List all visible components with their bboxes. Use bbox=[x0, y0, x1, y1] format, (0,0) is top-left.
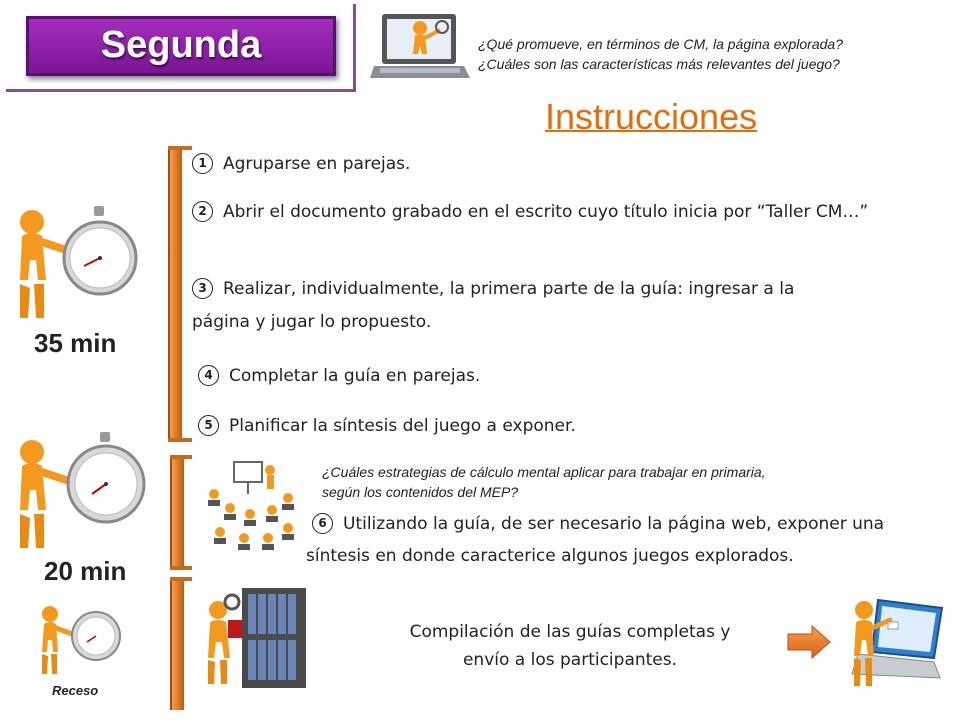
laptop-search-icon bbox=[370, 8, 470, 84]
step-1-text: Agruparse en parejas. bbox=[223, 154, 411, 174]
step-1-number: 1 bbox=[192, 153, 213, 174]
step-4 bbox=[198, 362, 480, 390]
stopwatch-figure-icon bbox=[8, 200, 138, 330]
question-top-2: ¿Cuáles son las características más relevantes del juego? bbox=[478, 56, 840, 72]
step-2 bbox=[192, 198, 868, 226]
stopwatch-figure-icon-3 bbox=[36, 600, 126, 680]
step-2-number: 2 bbox=[192, 201, 213, 222]
timeline-bar-3-cap bbox=[170, 577, 192, 581]
laptop-figure-icon bbox=[838, 594, 950, 694]
step-1 bbox=[192, 150, 410, 178]
question-mid-2: según los contenidos del MEP? bbox=[322, 484, 519, 500]
step-6-number: 6 bbox=[312, 513, 333, 534]
presentation-group-icon bbox=[200, 458, 300, 558]
step-5-text: Planificar la síntesis del juego a exponer. bbox=[229, 416, 576, 436]
step-3 bbox=[192, 275, 794, 303]
step-5 bbox=[198, 412, 576, 440]
timeline-bar-1-foot bbox=[168, 438, 192, 442]
step-3-line2: página y jugar lo propuesto. bbox=[192, 312, 432, 332]
step-5-number: 5 bbox=[198, 415, 219, 436]
step-6-line2: síntesis en donde caracterice algunos juegos explorados. bbox=[306, 546, 794, 566]
duration-label-2: 20 min bbox=[44, 556, 127, 586]
timeline-bar-2-cap bbox=[170, 455, 192, 459]
step-3-number: 3 bbox=[192, 278, 213, 299]
step-6-text-line1: Utilizando la guía, de ser necesario la página web, exponer una bbox=[343, 514, 885, 534]
step-4-number: 4 bbox=[198, 365, 219, 386]
step-6 bbox=[312, 510, 884, 538]
question-top-1: ¿Qué promueve, en términos de CM, la página explorada? bbox=[478, 36, 843, 52]
step-2-text: Abrir el documento grabado en el escrito cuyo título inicia por “Taller CM…” bbox=[223, 202, 869, 222]
timeline-bar-2-foot bbox=[170, 566, 192, 570]
slide-title: Segunda bbox=[26, 16, 336, 76]
timeline-bar-3 bbox=[170, 580, 184, 710]
compilation-text bbox=[374, 618, 766, 674]
step-3-text-line1: Realizar, individualmente, la primera parte de la guía: ingresar a la bbox=[223, 279, 795, 299]
timeline-bar-1 bbox=[168, 150, 182, 440]
step-4-text: Completar la guía en parejas. bbox=[229, 366, 481, 386]
instructions-heading: Instrucciones bbox=[545, 96, 758, 137]
archive-search-icon bbox=[200, 584, 310, 694]
stopwatch-figure-icon-2 bbox=[8, 430, 148, 560]
timeline-bar-1-cap bbox=[168, 146, 192, 150]
duration-label-1: 35 min bbox=[34, 328, 117, 358]
timeline-bar-2 bbox=[170, 458, 184, 568]
question-mid-1: ¿Cuáles estrategias de cálculo mental aplicar para trabajar en primaria, bbox=[322, 464, 766, 480]
compilation-line-2: envío a los participantes. bbox=[462, 650, 678, 670]
compilation-line-1: Compilación de las guías completas y bbox=[409, 622, 731, 642]
arrow-right-icon bbox=[786, 624, 832, 660]
break-label: Receso bbox=[52, 683, 99, 698]
